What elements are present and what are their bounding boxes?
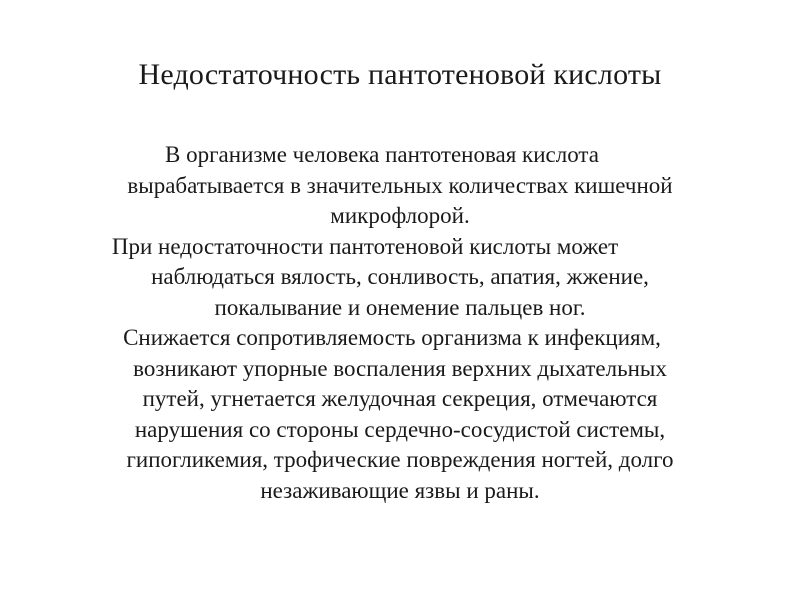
paragraph-consequences xyxy=(60,323,740,506)
text-line: наблюдаться вялость, сонливость, апатия, жжение, xyxy=(151,264,649,289)
slide-title: Недостаточность пантотеновой кислоты xyxy=(138,58,662,91)
text-line: вырабатывается в значительных количествах кишечной xyxy=(127,172,673,198)
slide-body xyxy=(60,140,740,506)
paragraph-synthesis xyxy=(60,140,740,232)
text-line: возникают упорные воспаления верхних дыхательных xyxy=(133,355,667,381)
text-line: микрофлорой. xyxy=(330,203,470,228)
text-line: нарушения со стороны сердечно-сосудистой системы, xyxy=(134,416,666,442)
text-line: гипогликемия, трофические повреждения ногтей, долго xyxy=(126,447,674,472)
text-line: Снижается сопротивляемость организма к инфекциям, xyxy=(123,325,661,350)
text-line: незаживающие язвы и раны. xyxy=(260,477,540,503)
text-line: покалывание и онемение пальцев ног. xyxy=(214,294,586,320)
text-line: В организме человека пантотеновая кислота xyxy=(165,142,599,167)
text-line: путей, угнетается желудочная секреция, отмечаются xyxy=(142,386,658,411)
text-line: При недостаточности пантотеновой кислоты может xyxy=(111,233,619,259)
paragraph-deficiency-symptoms xyxy=(60,232,740,324)
